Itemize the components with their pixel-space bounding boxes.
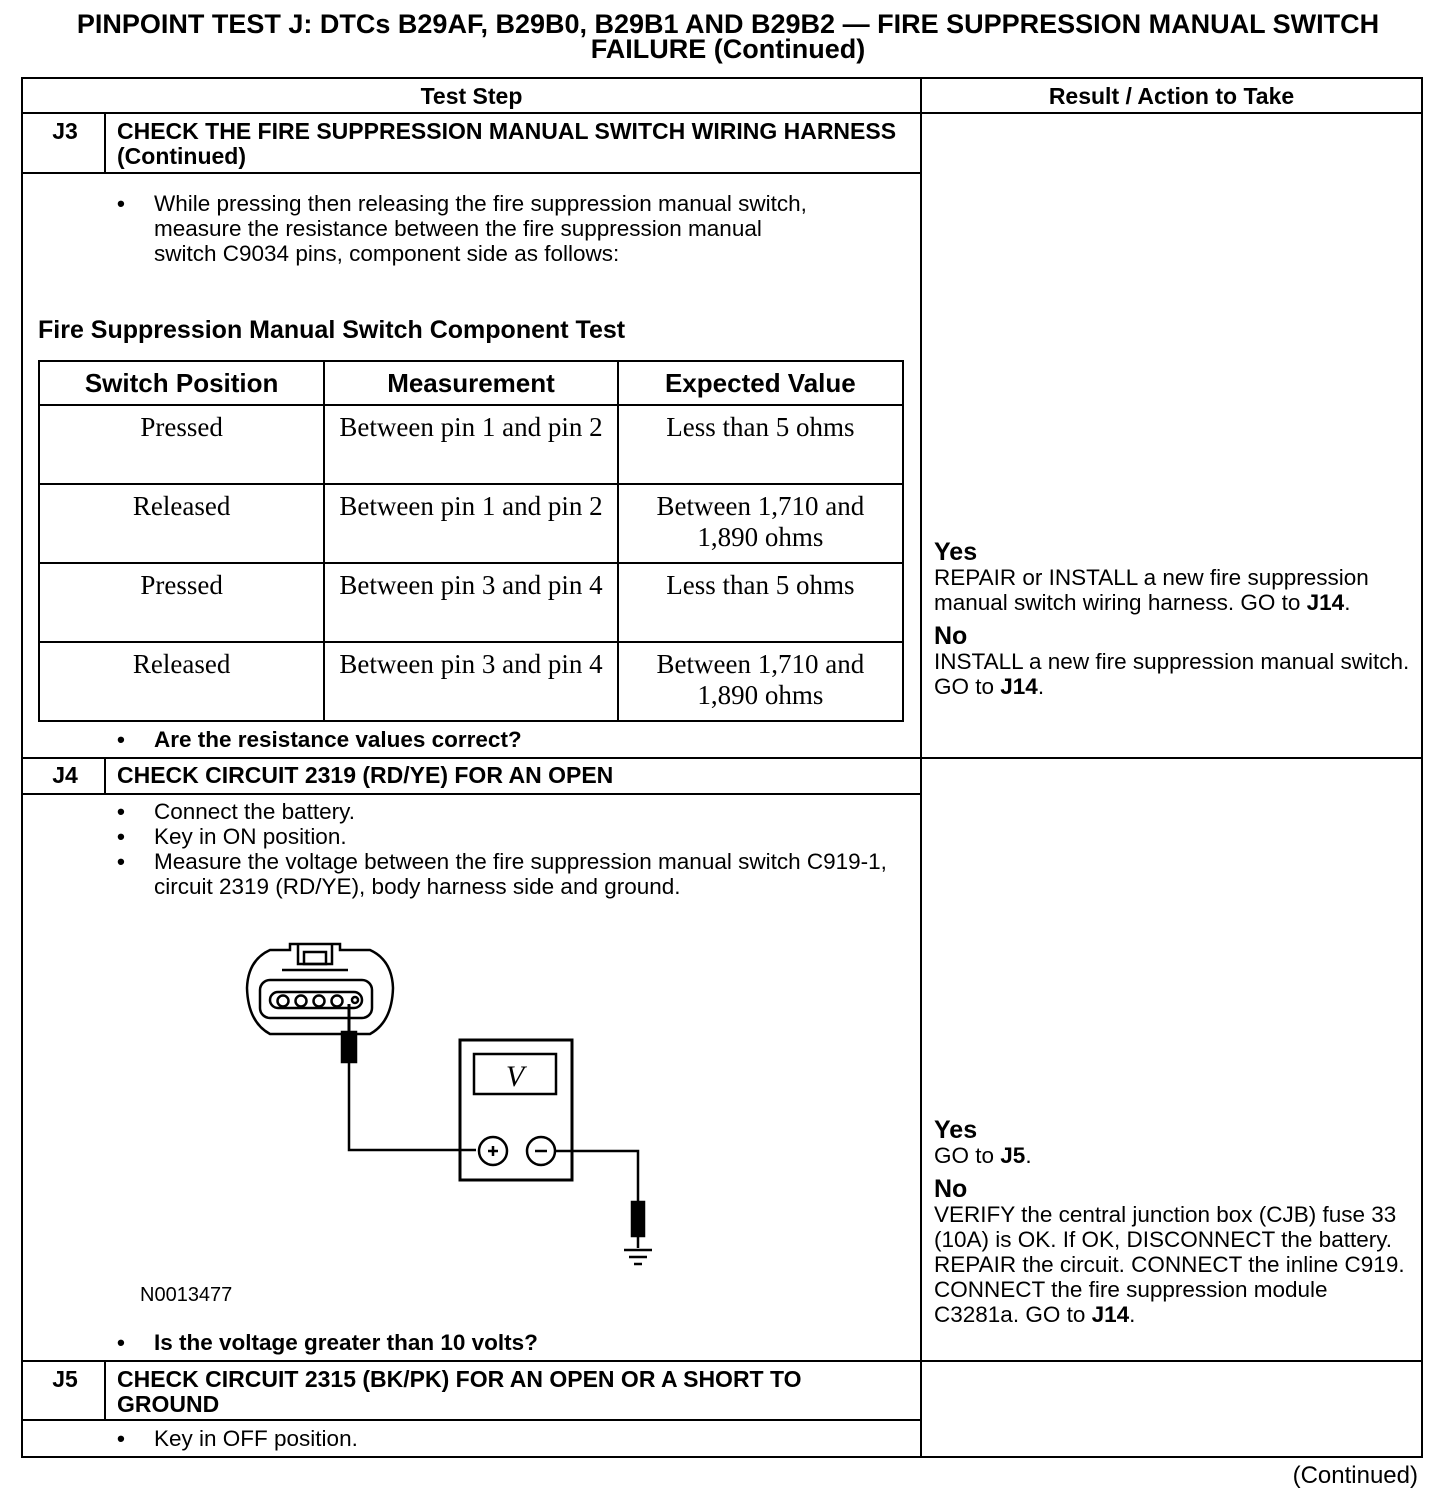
j4-no-action: [934, 1202, 1416, 1327]
table-cell: Pressed: [39, 405, 324, 484]
voltmeter-diagram: [230, 930, 670, 1280]
title-line-2: FAILURE (Continued): [590, 34, 866, 64]
j4-bullet-text: Key in ON position.: [154, 824, 347, 849]
table-row: [39, 484, 903, 563]
j4-yes-label: Yes: [934, 1116, 978, 1144]
j3-yes-label: Yes: [934, 538, 978, 566]
bullet-dot: •: [117, 191, 125, 216]
j3-title-divider: [21, 172, 922, 174]
page-title: [20, 9, 1436, 64]
j3-question: [117, 727, 897, 752]
j3-bullet-text: While pressing then releasing the fire suppression manual switch, measure the resistance between the fire suppression manual switch C9034 pins, component side as follows:: [154, 191, 807, 266]
col-measurement: Measurement: [324, 361, 617, 405]
j4-yes-text: GO to: [934, 1143, 1001, 1168]
j4-bullet-text: Connect the battery.: [154, 799, 355, 824]
ground-icon: [624, 1250, 652, 1264]
bullet-dot: •: [117, 849, 125, 874]
j4-question-text: Is the voltage greater than 10 volts?: [154, 1330, 538, 1355]
bullet-dot: •: [117, 824, 125, 849]
column-divider: [920, 77, 922, 1458]
j3-step-number: J3: [52, 118, 78, 144]
header-test-step: Test Step: [420, 83, 523, 109]
table-cell: Between pin 3 and pin 4: [324, 642, 617, 721]
bullet-dot: •: [117, 799, 125, 824]
j3-step-title: CHECK THE FIRE SUPPRESSION MANUAL SWITCH WIRING HARNESS (Continued): [117, 118, 897, 169]
table-cell: Pressed: [39, 563, 324, 642]
period: .: [1037, 674, 1045, 699]
j5-step-number: J5: [52, 1366, 78, 1392]
table-cell: Released: [39, 642, 324, 721]
table-row: [39, 642, 903, 721]
j4-no-text: VERIFY the central junction box (CJB) fuse 33 (10A) is OK. If OK, DISCONNECT the battery. REPAIR the circuit. CONNECT the inline C919. CONNECT the fire suppression module C3281a. GO to: [934, 1202, 1405, 1327]
j3-j4-divider: [21, 757, 1423, 759]
j3-no-text: INSTALL a new fire suppression manual switch. GO to: [934, 649, 1410, 699]
period: .: [1344, 590, 1351, 615]
j3-no-ref: J14: [1000, 674, 1038, 699]
j4-step-title: CHECK CIRCUIT 2319 (RD/YE) FOR AN OPEN: [117, 762, 614, 788]
j4-no-ref: J14: [1091, 1302, 1130, 1327]
j3-question-text: Are the resistance values correct?: [154, 727, 522, 752]
j5-bullet-text: Key in OFF position.: [154, 1426, 358, 1451]
table-cell: Between pin 1 and pin 2: [324, 484, 617, 563]
j3-yes-ref: J14: [1306, 590, 1345, 615]
j4-yes-ref: J5: [1000, 1143, 1026, 1168]
j4-j5-divider: [21, 1360, 1423, 1362]
j3-no-action: [934, 649, 1424, 699]
j4-question: [117, 1330, 897, 1355]
j3-result: [934, 539, 1424, 707]
title-line-1: PINPOINT TEST J: DTCs B29AF, B29B0, B29B1 AND B29B2 — FIRE SUPPRESSION MANUAL SWITCH: [76, 9, 1380, 39]
table-cell: Between 1,710 and 1,890 ohms: [618, 484, 903, 563]
j3-yes-text: REPAIR or INSTALL a new fire suppression manual switch wiring harness. GO to: [934, 565, 1369, 615]
figure-id: N0013477: [140, 1284, 233, 1306]
j4-no-label: No: [934, 1175, 968, 1203]
period: .: [1025, 1143, 1032, 1168]
table-cell: Less than 5 ohms: [618, 405, 903, 484]
table-cell: Released: [39, 484, 324, 563]
table-row: [39, 563, 903, 642]
j4-result: [934, 1117, 1424, 1335]
j3-yes-action: [934, 565, 1424, 615]
table-row: [39, 405, 903, 484]
bullet-dot: •: [117, 727, 125, 752]
col-switch-position: Switch Position: [39, 361, 324, 405]
j3-no-label: No: [934, 622, 968, 650]
component-test-table: [38, 360, 904, 722]
j4-step-number: J4: [52, 762, 78, 788]
j4-title-divider: [21, 793, 922, 795]
j4-bullet-3: [117, 849, 907, 899]
table-cell: Less than 5 ohms: [618, 563, 903, 642]
j5-step-title: CHECK CIRCUIT 2315 (BK/PK) FOR AN OPEN OR A SHORT TO GROUND: [117, 1366, 802, 1417]
j4-bullet-text: Measure the voltage between the fire suppression manual switch C919-1, circuit 2319 (RD/YE), body harness side and ground.: [154, 849, 887, 899]
table-header-row: [39, 361, 903, 405]
table-cell: Between pin 3 and pin 4: [324, 563, 617, 642]
col-expected-value: Expected Value: [618, 361, 903, 405]
table-cell: Between 1,710 and 1,890 ohms: [618, 642, 903, 721]
j3-bullet: [117, 191, 817, 266]
bullet-dot: •: [117, 1330, 125, 1355]
bullet-dot: •: [117, 1426, 125, 1451]
j5-bullet: [117, 1426, 907, 1451]
table-cell: Between pin 1 and pin 2: [324, 405, 617, 484]
period: .: [1129, 1302, 1136, 1327]
j4-bullet-2: [117, 824, 907, 849]
continued-note: (Continued): [1292, 1462, 1418, 1489]
connector-c919-icon: [247, 944, 393, 1034]
j5-title-divider: [21, 1419, 922, 1421]
j4-yes-action: [934, 1143, 1424, 1168]
meter-label: V: [505, 1060, 525, 1093]
component-test-title: Fire Suppression Manual Switch Component Test: [38, 316, 626, 344]
j4-bullet-1: [117, 799, 907, 824]
header-result: Result / Action to Take: [1048, 83, 1295, 109]
header-divider: [21, 112, 1423, 114]
